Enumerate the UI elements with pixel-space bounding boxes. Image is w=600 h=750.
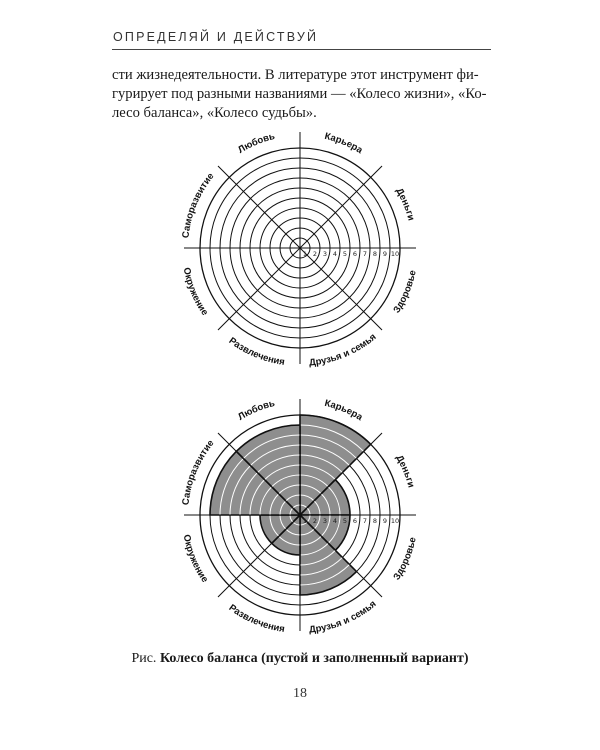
sector-label: Карьера [323,130,365,157]
body-line: сти жизнедеятельности. В литературе этот инструмент фи- [112,67,479,83]
scale-tick-label: 1 [302,517,308,525]
sector-label: Саморазвитие [180,170,217,239]
sector-label: Здоровье [391,269,419,316]
balance-wheel-filled [160,375,440,655]
scale-tick-label: 4 [332,517,338,525]
scale-tick-label: 7 [362,250,368,258]
page-number: 18 [293,686,307,701]
spoke [218,166,300,248]
ring-arc [371,444,400,515]
scale-tick-label: 3 [322,517,328,525]
scale-tick-label: 10 [390,517,400,525]
scale-tick-label: 7 [362,517,368,525]
scale-tick-label: 5 [342,517,348,525]
scale-tick-label: 2 [312,250,318,258]
caption-title: Колесо баланса (пустой и заполненный вариант) [159,651,469,666]
body-line: лесо баланса», «Колесо судьбы». [112,105,317,121]
balance-wheel-empty [160,108,440,388]
sector-label: Карьера [323,397,365,424]
scale-tick-label: 4 [332,250,338,258]
sector-label: Любовь [236,397,277,423]
sector-label: Любовь [236,130,277,156]
scale-tick-label: 8 [372,517,378,525]
spoke [218,248,300,330]
sector-label: Здоровье [391,536,419,583]
scale-tick-label: 9 [382,517,388,525]
sector-label: Друзья и семья [308,598,379,636]
header-rule [112,49,491,50]
scale-tick-label: 5 [342,250,348,258]
scale-tick-label: 10 [390,250,400,258]
sector-label: Саморазвитие [180,437,217,506]
running-head: ОПРЕДЕЛЯЙ И ДЕЙСТВУЙ [113,30,319,44]
spoke [300,166,382,248]
sector-label: Окружение [180,533,211,585]
figure-caption [0,651,600,667]
sector-label: Деньги [393,186,417,222]
scale-tick-label: 1 [302,250,308,258]
ring-arc [236,579,300,605]
spoke [218,515,300,597]
scale-tick-label: 6 [352,517,358,525]
body-line: гурирует под разными названиями — «Колесо жизни», «Ко- [112,86,487,102]
sector-label: Друзья и семья [308,331,379,369]
scale-tick-label: 3 [322,250,328,258]
sector-label: Развлечения [226,335,286,368]
scale-tick-label: 9 [382,250,388,258]
sector-label: Развлечения [226,602,286,635]
scale-tick-label: 2 [312,517,318,525]
ring-arc [210,515,236,579]
ring-arc [364,451,390,515]
sector-label: Деньги [393,453,417,489]
spoke [300,248,382,330]
scale-tick-label: 6 [352,250,358,258]
scale-tick-label: 8 [372,250,378,258]
sector-label: Окружение [180,266,211,318]
caption-prefix: Рис. [131,651,160,666]
